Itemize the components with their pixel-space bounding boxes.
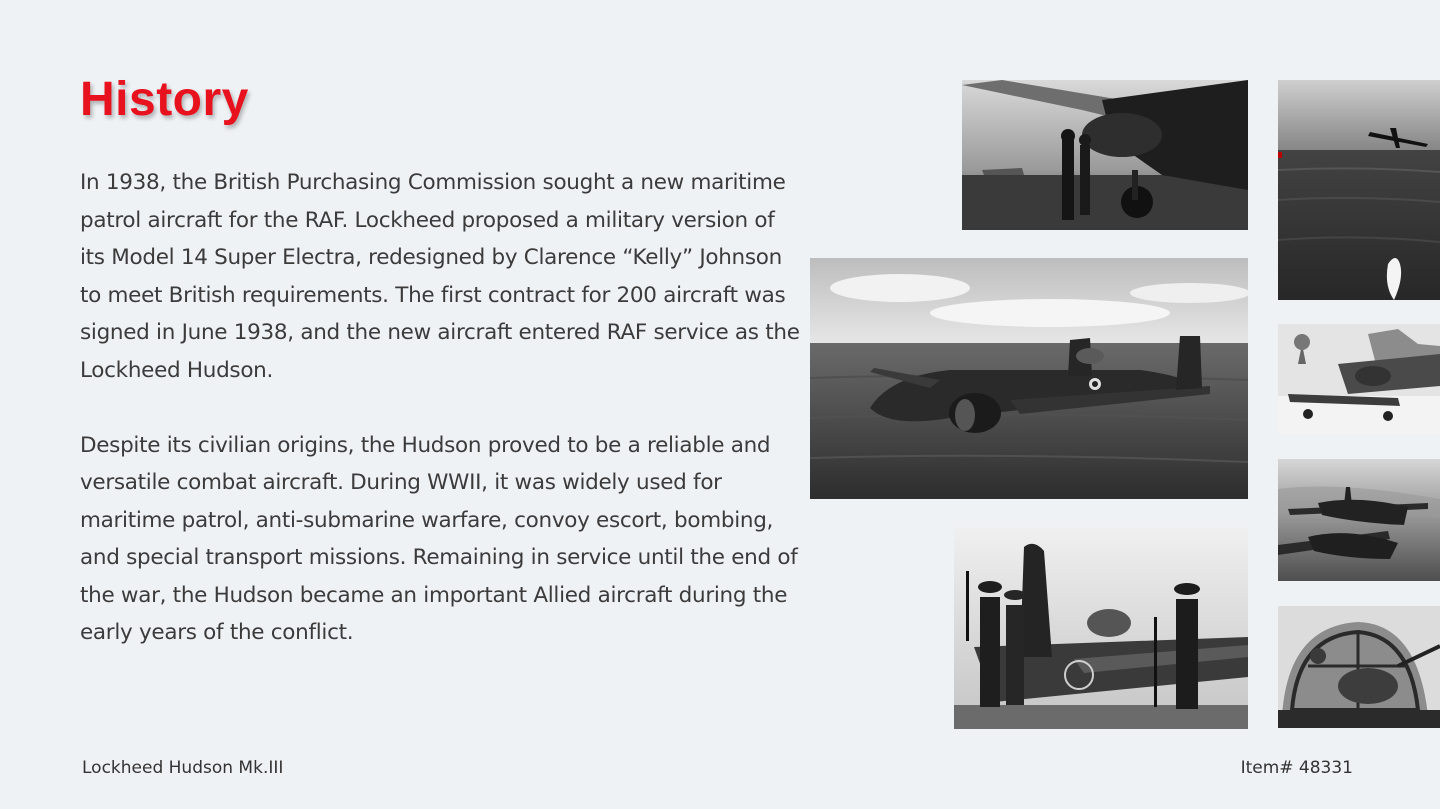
photo-aircraft-ordnance <box>1278 324 1440 434</box>
footer-model-name: Lockheed Hudson Mk.III <box>82 758 284 778</box>
history-paragraph-2: Despite its civilian origins, the Hudson proved to be a reliable and versatile combat aircraft. During WWII, it was widely used for maritime patrol, anti-submarine warfare, convoy escort, bombing, and special transport missions. Remaining in service until the end of the war, the Hudson became an important Allied aircraft during the early years of the conflict. <box>80 432 798 645</box>
page-title: History <box>80 73 249 126</box>
photo-aircraft-over-sea <box>1278 80 1440 300</box>
photo-formation-flight <box>1278 459 1440 581</box>
history-paragraph-1: In 1938, the British Purchasing Commission sought a new maritime patrol aircraft for the RAF. Lockheed proposed a military version of its Model 14 Super Electra, redesigned by Clarence “Kelly” Johnson to meet British requirements. The first contract for 200 aircraft was signed in June 1938, and the new aircraft entered RAF service as the Lockheed Hudson. <box>80 170 800 383</box>
photo-soldiers-with-aircraft <box>954 527 1248 729</box>
footer-item-number: Item# 48331 <box>1240 758 1353 778</box>
photo-cockpit-turret <box>1278 606 1440 728</box>
history-body <box>80 164 800 689</box>
photo-hudson-in-flight <box>810 258 1248 499</box>
photo-ground-crew <box>962 80 1248 230</box>
